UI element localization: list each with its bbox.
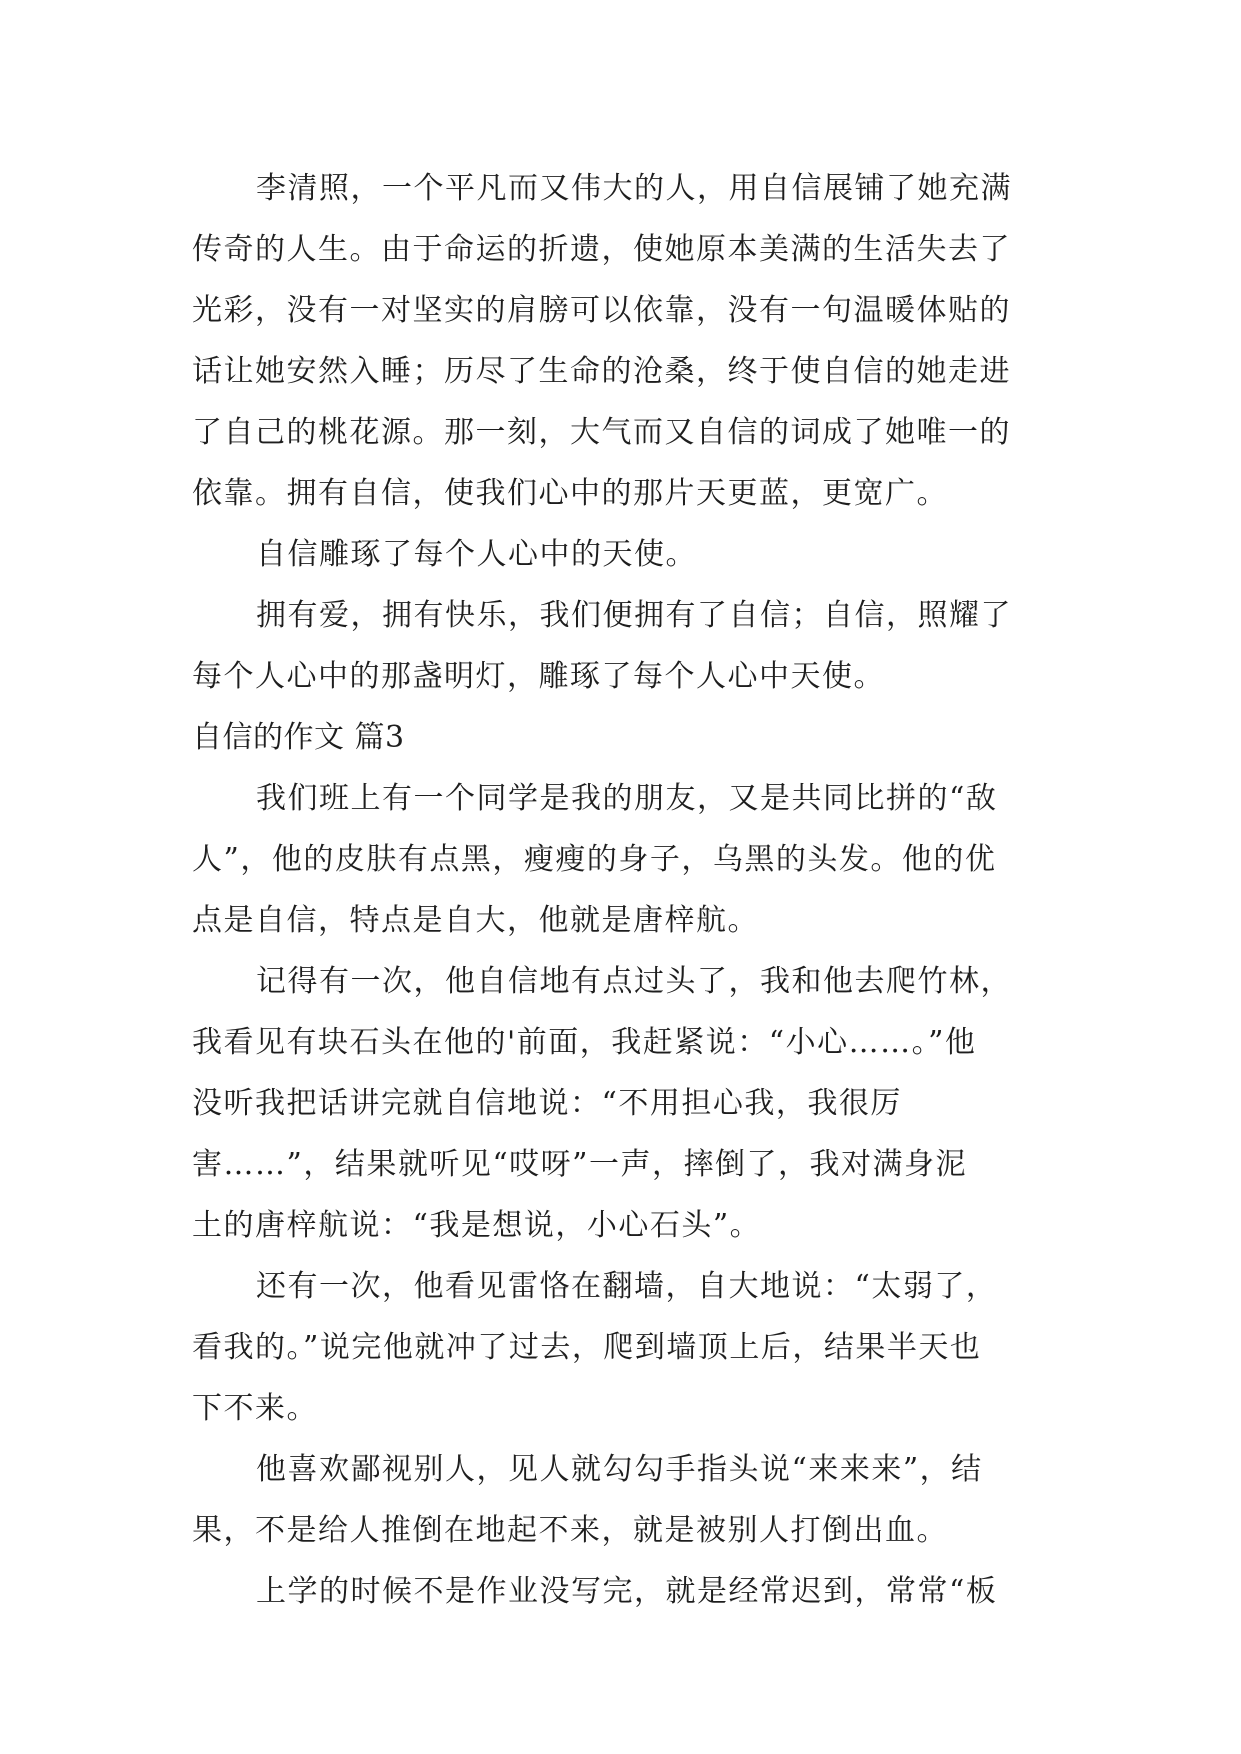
paragraph-line: 上学的时候不是作业没写完，就是经常迟到，常常“板 — [256, 1574, 998, 1609]
paragraph-line: 话让她安然入睡；历尽了生命的沧桑，终于使自信的她走进 — [192, 354, 1011, 389]
paragraph — [192, 1561, 1052, 1622]
paragraph-line: 果，不是给人推倒在地起不来，就是被别人打倒出血。 — [192, 1513, 948, 1548]
paragraph — [192, 1439, 1052, 1561]
paragraph — [192, 768, 1052, 951]
paragraph-line: 害……”，结果就听见“哎呀”一声，摔倒了，我对满身泥 — [192, 1147, 968, 1182]
paragraph-line: 没听我把话讲完就自信地说：“不用担心我，我很厉 — [192, 1086, 902, 1121]
paragraph-line: 记得有一次，他自信地有点过头了，我和他去爬竹林， — [256, 964, 1012, 999]
section-heading-text: 自信的作文 篇3 — [192, 720, 405, 755]
paragraph-line: 他喜欢鄙视别人，见人就勾勾手指头说“来来来”，结 — [256, 1452, 983, 1487]
paragraph-line: 李清照，一个平凡而又伟大的人，用自信展铺了她充满 — [256, 171, 1012, 206]
paragraph-line: 传奇的人生。由于命运的折遗，使她原本美满的生活失去了 — [192, 232, 1011, 267]
paragraph-line: 依靠。拥有自信，使我们心中的那片天更蓝，更宽广。 — [192, 476, 948, 511]
paragraph-line: 光彩，没有一对坚实的肩膀可以依靠，没有一句温暖体贴的 — [192, 293, 1011, 328]
paragraph-line: 了自己的桃花源。那一刻，大气而又自信的词成了她唯一的 — [192, 415, 1011, 450]
paragraph — [192, 158, 1052, 524]
paragraph-line: 我看见有块石头在他的'前面，我赶紧说：“小心……。”他 — [192, 1025, 977, 1060]
paragraph — [192, 524, 1052, 585]
document-body — [192, 158, 1052, 1622]
paragraph-line: 土的唐梓航说：“我是想说，小心石头”。 — [192, 1208, 762, 1243]
paragraph-line: 每个人心中的那盏明灯，雕琢了每个人心中天使。 — [192, 659, 885, 694]
paragraph — [192, 585, 1052, 707]
paragraph-line: 还有一次，他看见雷恪在翻墙，自大地说：“太弱了， — [256, 1269, 998, 1304]
paragraph — [192, 951, 1052, 1256]
paragraph-line: 人”，他的皮肤有点黑，瘦瘦的身子，乌黑的头发。他的优 — [192, 842, 997, 877]
paragraph-line: 拥有爱，拥有快乐，我们便拥有了自信；自信，照耀了 — [256, 598, 1012, 633]
paragraph — [192, 1256, 1052, 1439]
paragraph-line: 我们班上有一个同学是我的朋友，又是共同比拼的“敌 — [256, 781, 998, 816]
paragraph-line: 下不来。 — [192, 1391, 318, 1426]
paragraph-line: 自信雕琢了每个人心中的天使。 — [256, 537, 697, 572]
section-heading — [192, 707, 1052, 768]
paragraph-line: 点是自信，特点是自大，他就是唐梓航。 — [192, 903, 759, 938]
paragraph-line: 看我的。”说完他就冲了过去，爬到墙顶上后，结果半天也 — [192, 1330, 982, 1365]
